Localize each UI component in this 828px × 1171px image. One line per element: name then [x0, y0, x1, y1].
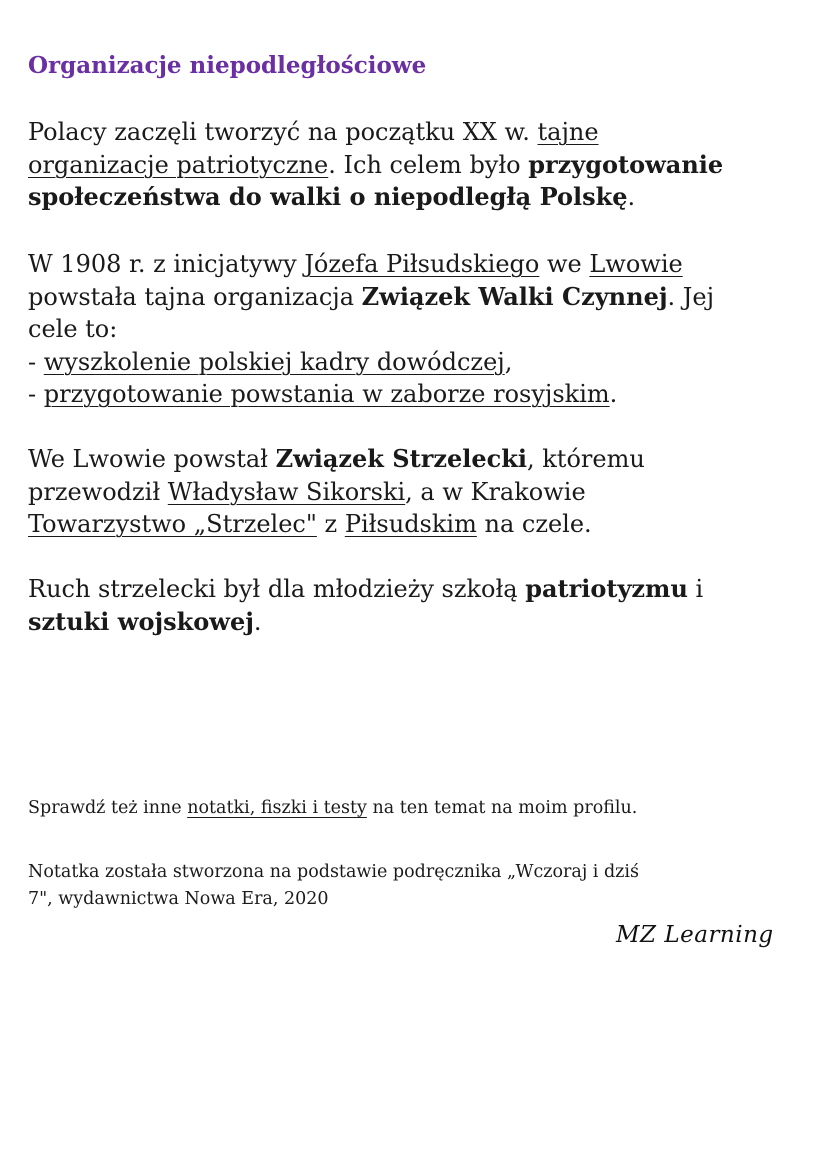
underlined-term: Piłsudskim — [344, 510, 477, 538]
underlined-term: Władysław Sikorski — [167, 477, 406, 506]
text: , a w Krakowie — [405, 477, 586, 506]
footer-profile-note — [28, 795, 800, 822]
text: - — [28, 347, 44, 376]
underlined-term: organizacje patriotyczne — [28, 150, 329, 179]
underlined-term: przygotowanie powstania w zaborze rosyjskim — [43, 380, 610, 408]
text: . — [609, 380, 618, 408]
bold-term: Związek Strzelecki — [275, 444, 527, 473]
underlined-term: tajne — [537, 118, 599, 146]
text: . — [627, 183, 636, 211]
text: cele to: — [28, 315, 118, 343]
text: Notatka została stworzona na podstawie podręcznika „Wczoraj i dziś — [28, 862, 639, 882]
text: , któremu — [527, 445, 645, 473]
text: na czele. — [476, 510, 592, 538]
text: , — [504, 347, 513, 376]
underlined-term: Józefa Piłsudskiego — [304, 250, 540, 278]
paragraph-strzelcy — [28, 443, 800, 541]
underlined-term: Towarzystwo „Strzelec" — [28, 510, 317, 538]
bold-term: społeczeństwa do walki o niepodległą Polskę — [28, 182, 628, 211]
underlined-term: Lwowie — [589, 250, 683, 278]
bold-term: Związek Walki Czynnej — [361, 281, 668, 311]
text: z — [316, 510, 345, 538]
text: 7", wydawnictwa Nowa Era, 2020 — [28, 889, 329, 909]
text: . Ich celem było — [328, 150, 529, 179]
signature: MZ Learning — [616, 922, 774, 948]
text: We Lwowie powstał — [28, 445, 276, 473]
underlined-term: wyszkolenie polskiej kadry dowódczej — [43, 347, 505, 376]
text: W 1908 r. z inicjatywy — [28, 250, 305, 278]
text: - — [28, 380, 44, 408]
paragraph-ruch — [28, 573, 800, 638]
page-title: Organizacje niepodległościowe — [28, 52, 427, 79]
bold-term: przygotowanie — [528, 149, 724, 179]
text: . — [253, 607, 262, 636]
text: i — [687, 575, 704, 603]
text: na ten temat na moim profilu. — [366, 798, 638, 818]
paragraph-zwc — [28, 248, 800, 411]
text: . Jej — [667, 282, 715, 311]
text: Polacy zaczęli tworzyć na początku XX w. — [28, 118, 538, 146]
footer-source — [28, 859, 800, 913]
text: Ruch strzelecki był dla młodzieży szkołą — [28, 575, 526, 603]
profile-link[interactable]: notatki, fiszki i testy — [187, 798, 367, 818]
text: Sprawdź też inne — [28, 798, 188, 818]
text: przewodził — [28, 477, 168, 506]
bold-term: sztuki wojskowej — [28, 606, 254, 636]
text: we — [539, 250, 590, 278]
text: powstała tajna organizacja — [28, 282, 362, 311]
paragraph-intro — [28, 116, 800, 214]
bold-term: patriotyzmu — [525, 574, 688, 603]
